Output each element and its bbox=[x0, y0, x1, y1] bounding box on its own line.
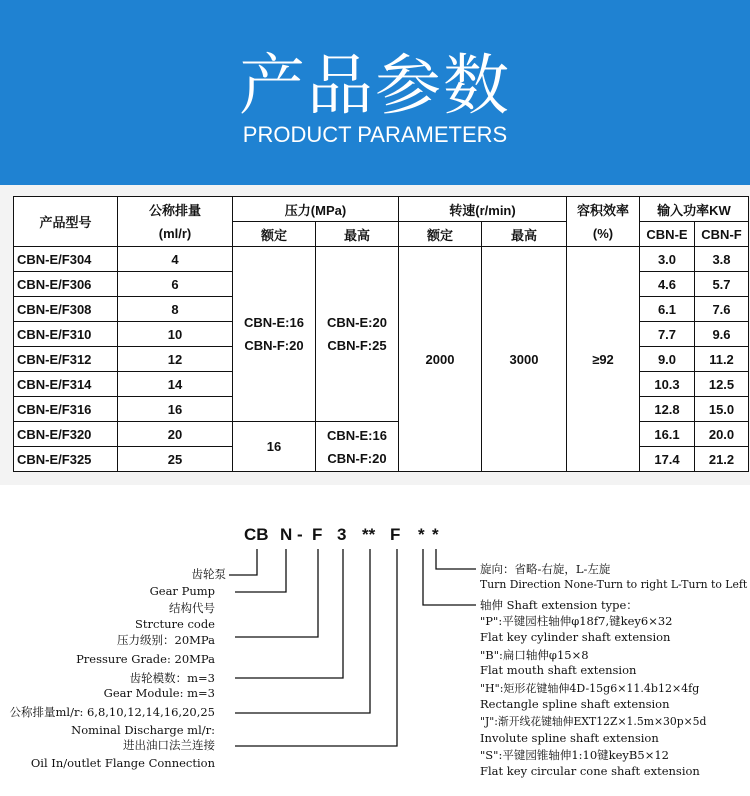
left-label: 结构代号 bbox=[169, 601, 215, 615]
header-efficiency-label: 容积效率 bbox=[576, 202, 629, 218]
right-label: "B":扁口轴伸φ15×8 bbox=[480, 648, 589, 662]
left-label: Gear Module: m=3 bbox=[103, 686, 215, 700]
power-f-cell: 5.7 bbox=[695, 272, 749, 297]
header-pressure: 压力(MPa) bbox=[233, 197, 399, 222]
power-e-cell: 4.6 bbox=[640, 272, 695, 297]
code-char: F bbox=[312, 525, 323, 544]
connector-shaft bbox=[423, 549, 476, 605]
pressure-max-e: CBN-E:16 bbox=[327, 427, 387, 443]
model-cell: CBN-E/F320 bbox=[14, 422, 118, 447]
header-displacement-unit: (ml/r) bbox=[158, 225, 192, 241]
displacement-cell: 10 bbox=[118, 322, 233, 347]
code-char: CB bbox=[244, 525, 269, 544]
page-title: 产品参数 bbox=[239, 47, 511, 124]
displacement-cell: 4 bbox=[118, 247, 233, 272]
connector-pressure bbox=[235, 549, 318, 637]
power-f-cell: 9.6 bbox=[695, 322, 749, 347]
right-label: Flat mouth shaft extension bbox=[480, 663, 637, 677]
power-e-cell: 3.0 bbox=[640, 247, 695, 272]
right-label: "P":平键园柱轴伸φ18f7,键key6×32 bbox=[480, 614, 673, 628]
efficiency-cell: ≥92 bbox=[567, 247, 640, 472]
connector-module bbox=[235, 549, 343, 678]
right-label: Flat key cylinder shaft extension bbox=[480, 630, 671, 644]
header-power-e: CBN-E bbox=[640, 222, 695, 247]
pressure-rated-f: CBN-F:20 bbox=[244, 338, 304, 353]
pressure-max-f: CBN-F:20 bbox=[327, 450, 387, 466]
parameters-section bbox=[0, 185, 750, 485]
table-row bbox=[14, 247, 749, 272]
speed-max-cell: 3000 bbox=[482, 247, 567, 472]
right-label: 轴伸 Shaft extension type： bbox=[480, 598, 638, 612]
left-label: Strcture code bbox=[135, 617, 215, 631]
model-cell: CBN-E/F308 bbox=[14, 297, 118, 322]
model-code-diagram bbox=[0, 485, 750, 796]
model-cell: CBN-E/F310 bbox=[14, 322, 118, 347]
left-label: Gear Pump bbox=[149, 584, 215, 598]
connector-flange bbox=[235, 549, 397, 746]
power-e-cell: 10.3 bbox=[640, 372, 695, 397]
header-displacement-label: 公称排量 bbox=[148, 202, 201, 218]
model-cell: CBN-E/F316 bbox=[14, 397, 118, 422]
right-label: Turn Direction None-Turn to right L-Turn to Left bbox=[480, 578, 748, 591]
right-label: 旋向：省略-右旋，L-左旋 bbox=[480, 562, 611, 576]
code-char: * bbox=[418, 525, 425, 544]
connector-discharge bbox=[235, 549, 370, 713]
connector-gear-pump bbox=[229, 549, 257, 575]
left-label: 公称排量ml/r: 6,8,10,12,14,16,20,25 bbox=[9, 705, 215, 719]
displacement-cell: 12 bbox=[118, 347, 233, 372]
power-e-cell: 6.1 bbox=[640, 297, 695, 322]
pressure-max-group2 bbox=[316, 422, 399, 472]
power-f-cell: 15.0 bbox=[695, 397, 749, 422]
power-f-cell: 11.2 bbox=[695, 347, 749, 372]
right-label: Involute spline shaft extension bbox=[480, 731, 659, 745]
model-cell: CBN-E/F306 bbox=[14, 272, 118, 297]
model-cell: CBN-E/F304 bbox=[14, 247, 118, 272]
power-e-cell: 12.8 bbox=[640, 397, 695, 422]
power-f-cell: 20.0 bbox=[695, 422, 749, 447]
left-label: Nominal Discharge ml/r: bbox=[71, 723, 215, 737]
left-label: 进出油口法兰连接 bbox=[123, 738, 215, 752]
left-label: Pressure Grade: 20MPa bbox=[76, 652, 215, 666]
power-f-cell: 21.2 bbox=[695, 447, 749, 472]
right-label: Rectangle spline shaft extension bbox=[480, 697, 670, 711]
displacement-cell: 14 bbox=[118, 372, 233, 397]
code-char: N bbox=[280, 525, 293, 544]
left-label: 压力级别：20MPa bbox=[117, 633, 215, 647]
header-pressure-max: 最高 bbox=[316, 222, 399, 247]
pressure-max-group1 bbox=[316, 247, 399, 422]
model-cell: CBN-E/F325 bbox=[14, 447, 118, 472]
power-e-cell: 7.7 bbox=[640, 322, 695, 347]
speed-rated-cell: 2000 bbox=[399, 247, 482, 472]
left-label: 齿轮模数：m=3 bbox=[129, 671, 215, 685]
code-char: - bbox=[297, 525, 303, 544]
header-power-f: CBN-F bbox=[695, 222, 749, 247]
page-subtitle: PRODUCT PARAMETERS bbox=[242, 122, 508, 147]
power-f-cell: 7.6 bbox=[695, 297, 749, 322]
pressure-rated-e: CBN-E:16 bbox=[244, 315, 304, 330]
header-model: 产品型号 bbox=[14, 197, 118, 247]
right-label: "H":矩形花键轴伸4D-15g6×11.4b12×4fg bbox=[480, 682, 700, 695]
code-char: * bbox=[432, 525, 439, 544]
header-speed: 转速(r/min) bbox=[399, 197, 567, 222]
power-f-cell: 12.5 bbox=[695, 372, 749, 397]
displacement-cell: 16 bbox=[118, 397, 233, 422]
displacement-cell: 25 bbox=[118, 447, 233, 472]
pressure-max-f: CBN-F:25 bbox=[327, 338, 387, 353]
right-label: "J":渐开线花键轴伸EXT12Z×1.5m×30p×5d bbox=[480, 715, 707, 728]
code-char: 3 bbox=[337, 525, 347, 544]
connector-structure-code bbox=[235, 549, 286, 592]
header-speed-rated: 额定 bbox=[399, 222, 482, 247]
pressure-rated-group1 bbox=[233, 247, 316, 422]
header-efficiency-unit: (%) bbox=[592, 225, 614, 241]
header-efficiency bbox=[567, 197, 640, 247]
displacement-cell: 6 bbox=[118, 272, 233, 297]
code-char: ** bbox=[362, 525, 376, 544]
header-displacement bbox=[118, 197, 233, 247]
header-speed-max: 最高 bbox=[482, 222, 567, 247]
power-e-cell: 9.0 bbox=[640, 347, 695, 372]
displacement-cell: 20 bbox=[118, 422, 233, 447]
pressure-max-e: CBN-E:20 bbox=[327, 315, 387, 330]
power-e-cell: 16.1 bbox=[640, 422, 695, 447]
left-label: 齿轮泵 bbox=[191, 567, 226, 581]
left-label: Oil In/outlet Flange Connection bbox=[30, 756, 215, 770]
code-char: F bbox=[390, 525, 401, 544]
pressure-rated-group2: 16 bbox=[233, 422, 316, 472]
right-label: Flat key circular cone shaft extension bbox=[480, 764, 700, 778]
model-cell: CBN-E/F314 bbox=[14, 372, 118, 397]
power-f-cell: 3.8 bbox=[695, 247, 749, 272]
parameters-table bbox=[13, 196, 749, 472]
power-e-cell: 17.4 bbox=[640, 447, 695, 472]
header-power: 输入功率KW bbox=[640, 197, 749, 222]
connector-turn-direction bbox=[436, 549, 476, 569]
displacement-cell: 8 bbox=[118, 297, 233, 322]
model-cell: CBN-E/F312 bbox=[14, 347, 118, 372]
banner bbox=[0, 0, 750, 185]
header-pressure-rated: 额定 bbox=[233, 222, 316, 247]
right-label: "S":平键园锥轴伸1:10键keyB5×12 bbox=[480, 748, 669, 762]
